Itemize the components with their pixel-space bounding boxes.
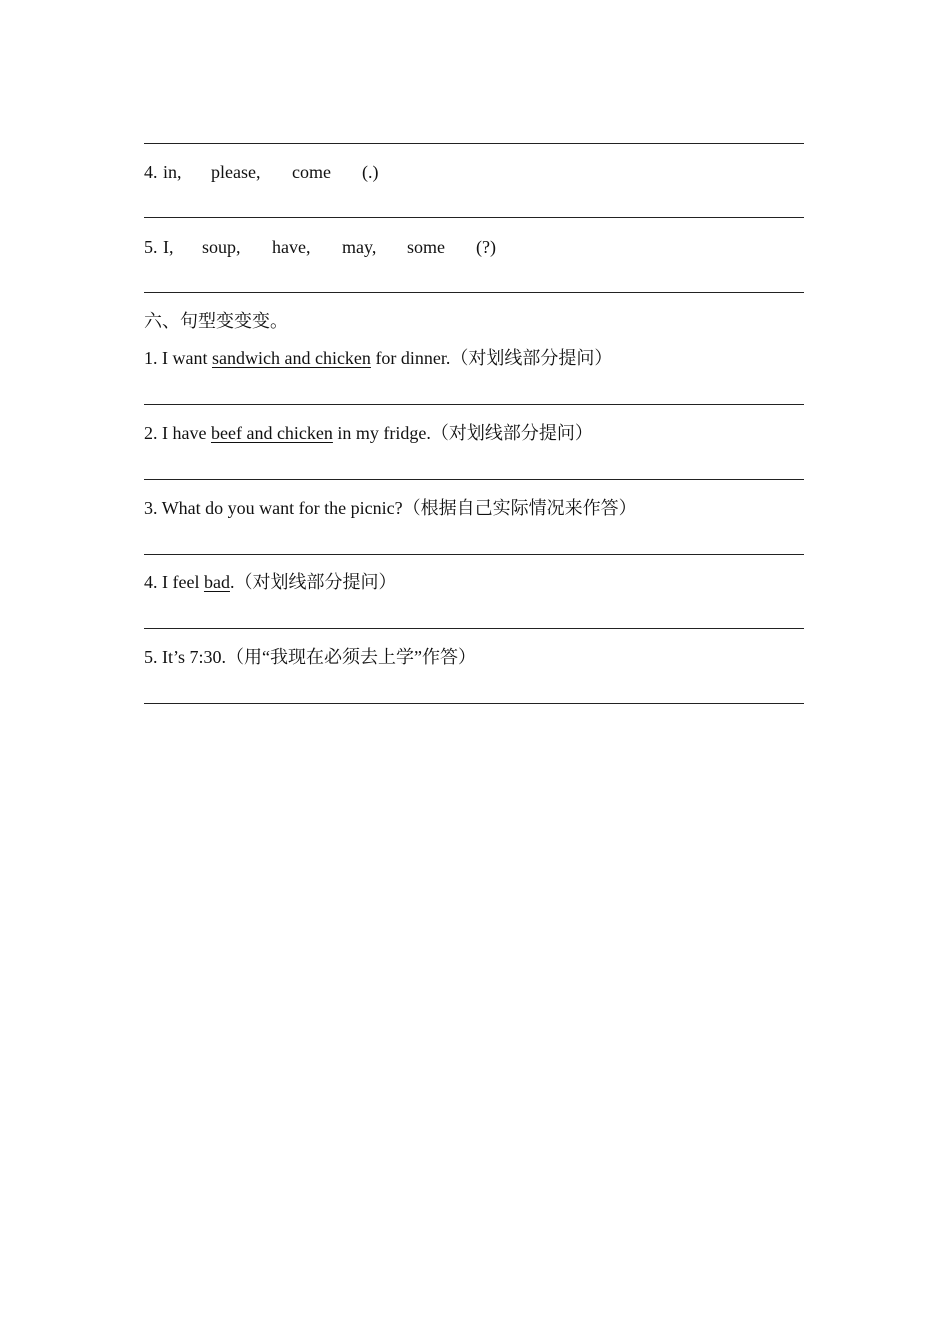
- word: (.): [362, 162, 379, 182]
- instruction: （对划线部分提问）: [234, 572, 397, 592]
- word: soup,: [202, 237, 241, 257]
- instruction: （用“我现在必须去上学”作答）: [226, 647, 476, 667]
- underlined-phrase: sandwich and chicken: [211, 348, 371, 368]
- instruction: （对划线部分提问）: [430, 423, 593, 443]
- item-number: 4.: [144, 572, 158, 592]
- scramble-item-5: [144, 236, 496, 258]
- item-number: 5.: [144, 647, 158, 667]
- word: (?): [476, 237, 496, 257]
- transform-item-1: [144, 347, 612, 369]
- item-number: 1.: [144, 348, 158, 368]
- answer-line[interactable]: [144, 479, 804, 480]
- section-heading: 六、句型变变变。: [144, 311, 288, 331]
- transform-item-2: [144, 422, 593, 444]
- instruction: （对划线部分提问）: [450, 348, 613, 368]
- word: please,: [211, 162, 261, 182]
- answer-line[interactable]: [144, 628, 804, 629]
- answer-line[interactable]: [144, 217, 804, 218]
- item-number: 2.: [144, 423, 158, 443]
- answer-line[interactable]: [144, 703, 804, 704]
- transform-item-4: [144, 571, 396, 593]
- item-number: 4.: [144, 162, 158, 182]
- transform-item-5: [144, 646, 476, 668]
- sentence: What do you want for the picnic?: [161, 498, 403, 518]
- item-number: 3.: [144, 498, 158, 518]
- answer-line[interactable]: [144, 404, 804, 405]
- answer-line[interactable]: [144, 143, 804, 144]
- sentence-start: I feel: [162, 572, 204, 592]
- word: in,: [163, 162, 182, 182]
- sentence: It’s 7:30.: [162, 647, 227, 667]
- sentence-start: I want: [162, 348, 212, 368]
- word: some: [407, 237, 445, 257]
- underlined-phrase: bad: [203, 572, 230, 592]
- transform-item-3: [144, 497, 637, 519]
- word: come: [292, 162, 331, 182]
- instruction: （根据自己实际情况来作答）: [402, 498, 637, 518]
- scramble-item-4: [144, 161, 379, 183]
- word: I,: [163, 237, 174, 257]
- word: may,: [342, 237, 377, 257]
- underlined-phrase: beef and chicken: [210, 423, 333, 443]
- sentence-end: .: [229, 572, 235, 592]
- answer-line[interactable]: [144, 554, 804, 555]
- sentence-end: for dinner.: [370, 348, 451, 368]
- sentence-end: in my fridge.: [332, 423, 431, 443]
- answer-line[interactable]: [144, 292, 804, 293]
- item-number: 5.: [144, 237, 158, 257]
- word: have,: [272, 237, 311, 257]
- sentence-start: I have: [162, 423, 211, 443]
